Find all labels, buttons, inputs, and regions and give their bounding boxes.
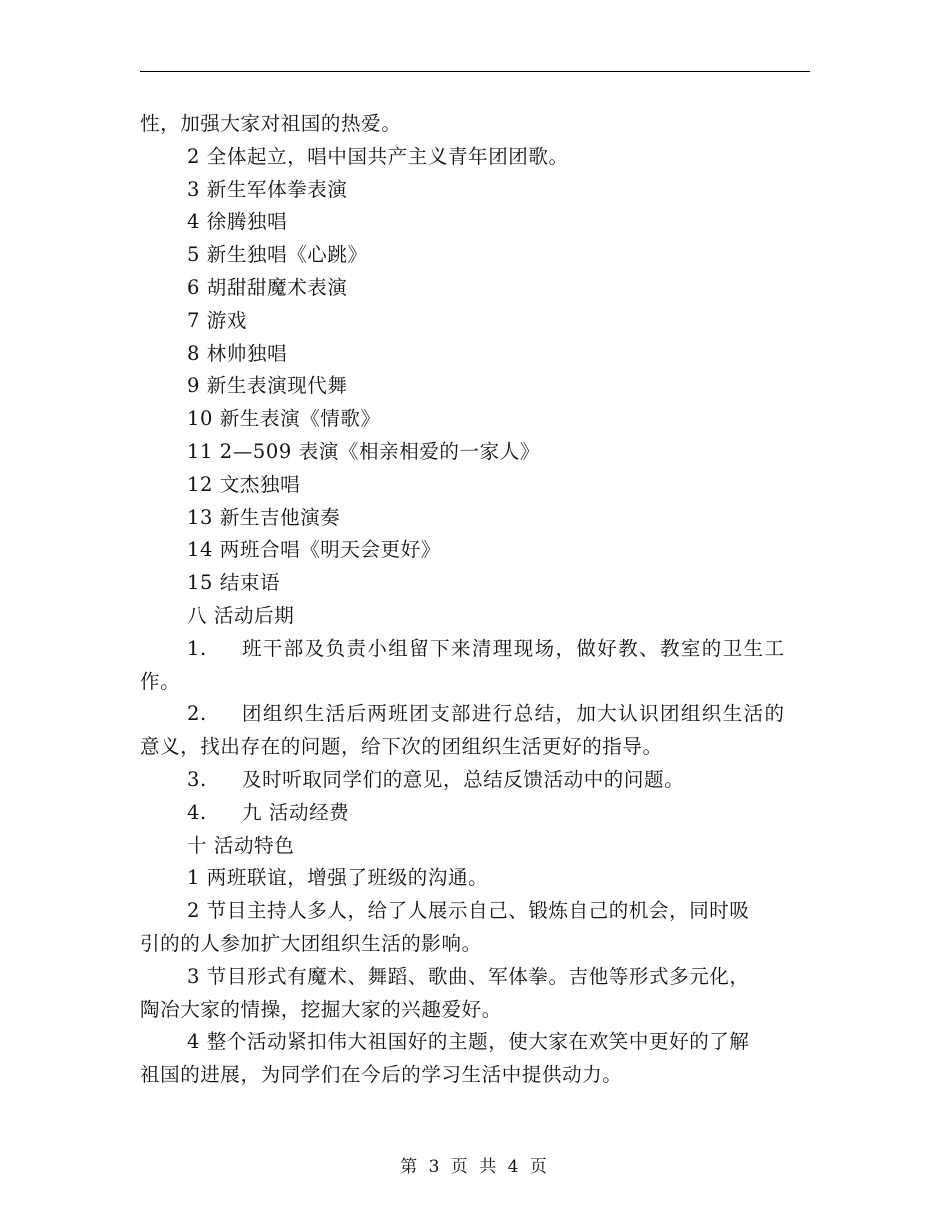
step-text: 九 活动经费 [242, 800, 350, 824]
program-item: 2 全体起立，唱中国共产主义青年团团歌。 [187, 144, 569, 168]
step-continuation: 作。 [140, 669, 181, 693]
step-continuation: 意义，找出存在的问题，给下次的团组织生活更好的指导。 [140, 735, 663, 759]
step-item [140, 797, 810, 830]
program-item: 15 结束语 [187, 571, 281, 595]
program-item: 13 新生吉他演奏 [187, 505, 341, 529]
feature-item: 4 整个活动紧扣伟大祖国好的主题，使大家在欢笑中更好的了解 [187, 1030, 750, 1054]
step-number: 4. [187, 800, 207, 824]
step-text: 团组织生活后两班团支部进行总结，加大认识团组织生活的 [242, 702, 786, 726]
header-rule [140, 71, 810, 72]
program-item: 14 两班合唱《明天会更好》 [187, 538, 441, 562]
program-item: 11 2—509 表演《相亲相爱的一家人》 [187, 439, 540, 463]
program-item: 6 胡甜甜魔术表演 [187, 275, 348, 299]
feature-continuation: 陶冶大家的情操，挖掘大家的兴趣爱好。 [140, 997, 502, 1021]
step-text: 班干部及负责小组留下来清理现场，做好教、教室的卫生工 [242, 636, 786, 660]
program-item: 5 新生独唱《心跳》 [187, 243, 368, 267]
step-item [140, 633, 810, 666]
step-number: 3. [187, 767, 207, 791]
program-item: 10 新生表演《情歌》 [187, 407, 381, 431]
program-item: 12 文杰独唱 [187, 472, 301, 496]
feature-continuation: 祖国的进展，为同学们在今后的学习生活中提供动力。 [140, 1063, 623, 1087]
text-line: 性，加强大家对祖国的热爱。 [140, 112, 402, 135]
program-item: 4 徐腾独唱 [187, 210, 288, 234]
program-item: 8 林帅独唱 [187, 341, 288, 365]
step-item [140, 764, 810, 797]
feature-item: 1 两班联谊，增强了班级的沟通。 [187, 866, 489, 890]
document-body [140, 108, 810, 1092]
program-item: 3 新生军体拳表演 [187, 177, 348, 201]
page-footer: 第 3 页 共 4 页 [400, 1157, 550, 1177]
feature-item: 3 节目形式有魔术、舞蹈、歌曲、军体拳。吉他等形式多元化， [187, 964, 750, 988]
step-text: 及时听取同学们的意见，总结反馈活动中的问题。 [242, 767, 685, 791]
feature-continuation: 引的的人参加扩大团组织生活的影响。 [140, 931, 482, 955]
step-item [140, 698, 810, 731]
program-item: 9 新生表演现代舞 [187, 374, 348, 398]
step-number: 1. [187, 636, 207, 660]
section-heading: 八 活动后期 [187, 603, 295, 627]
step-number: 2. [187, 702, 207, 726]
feature-item: 2 节目主持人多人，给了人展示自己、锻炼自己的机会，同时吸 [187, 899, 750, 923]
section-heading: 十 活动特色 [187, 833, 295, 857]
program-item: 7 游戏 [187, 308, 248, 332]
